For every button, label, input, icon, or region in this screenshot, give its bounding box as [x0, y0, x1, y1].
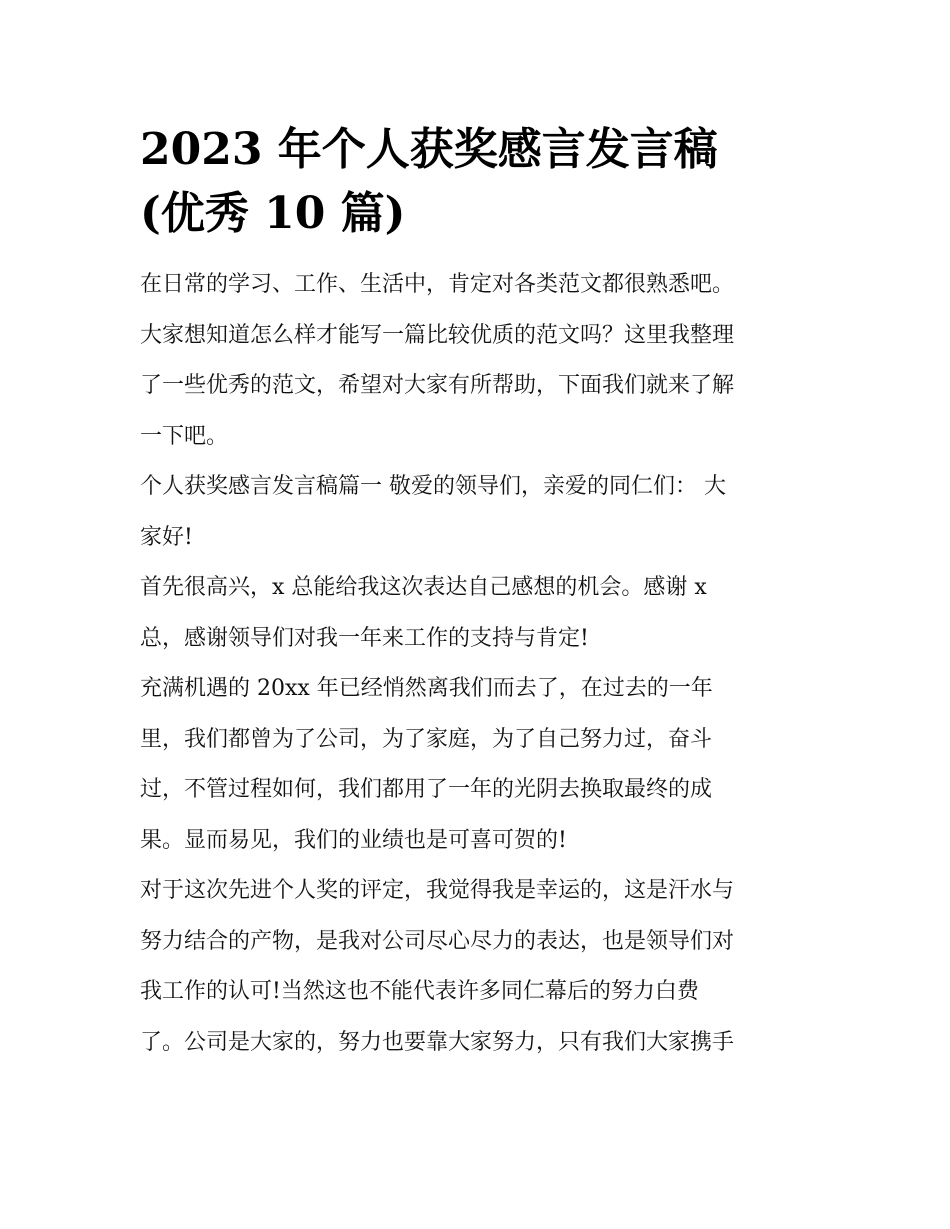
paragraph-greeting: [140, 462, 816, 563]
title-line-2: (优秀 10 篇): [140, 188, 406, 239]
text-line: 总，感谢领导们对我一年来工作的支持与肯定!: [140, 625, 589, 651]
paragraph-year-review: [140, 664, 816, 866]
document-title: [140, 118, 816, 246]
title-line-1: 2023 年个人获奖感言发言稿: [140, 124, 718, 175]
text-line: 里，我们都曾为了公司，为了家庭，为了自己努力过，奋斗: [140, 726, 713, 752]
text-line: 了一些优秀的范文，希望对大家有所帮助，下面我们就来了解: [140, 373, 735, 398]
text-line: 首先很高兴，x 总能给我这次表达自己感想的机会。感谢 x: [140, 575, 707, 600]
document-body: [140, 260, 816, 1068]
text-line: 我工作的认可!当然这也不能代表许多同仁幕后的努力白费: [140, 979, 699, 1004]
text-line: 努力结合的产物，是我对公司尽心尽力的表达，也是领导们对: [140, 928, 735, 954]
paragraph-award: [140, 866, 816, 1068]
text-line: 了。公司是大家的，努力也要靠大家努力，只有我们大家携手: [140, 1029, 735, 1055]
document-content: [140, 118, 816, 1068]
text-line: 个人获奖感言发言稿篇一 敬爱的领导们，亲爱的同仁们： 大: [140, 474, 726, 499]
text-line: 一下吧。: [140, 423, 229, 449]
paragraph-intro: [140, 260, 816, 462]
text-line: 对于这次先进个人奖的评定，我觉得我是幸运的，这是汗水与: [140, 878, 735, 903]
text-line: 大家想知道怎么样才能写一篇比较优质的范文吗？这里我整理: [140, 322, 735, 348]
text-line: 果。显而易见，我们的业绩也是可喜可贺的!: [140, 827, 567, 853]
text-line: 家好!: [140, 524, 193, 550]
text-line: 在日常的学习、工作、生活中，肯定对各类范文都很熟悉吧。: [140, 272, 735, 297]
text-line: 充满机遇的 20xx 年已经悄然离我们而去了，在过去的一年: [140, 676, 713, 701]
paragraph-thanks: [140, 563, 816, 664]
text-line: 过，不管过程如何，我们都用了一年的光阴去换取最终的成: [140, 777, 713, 802]
